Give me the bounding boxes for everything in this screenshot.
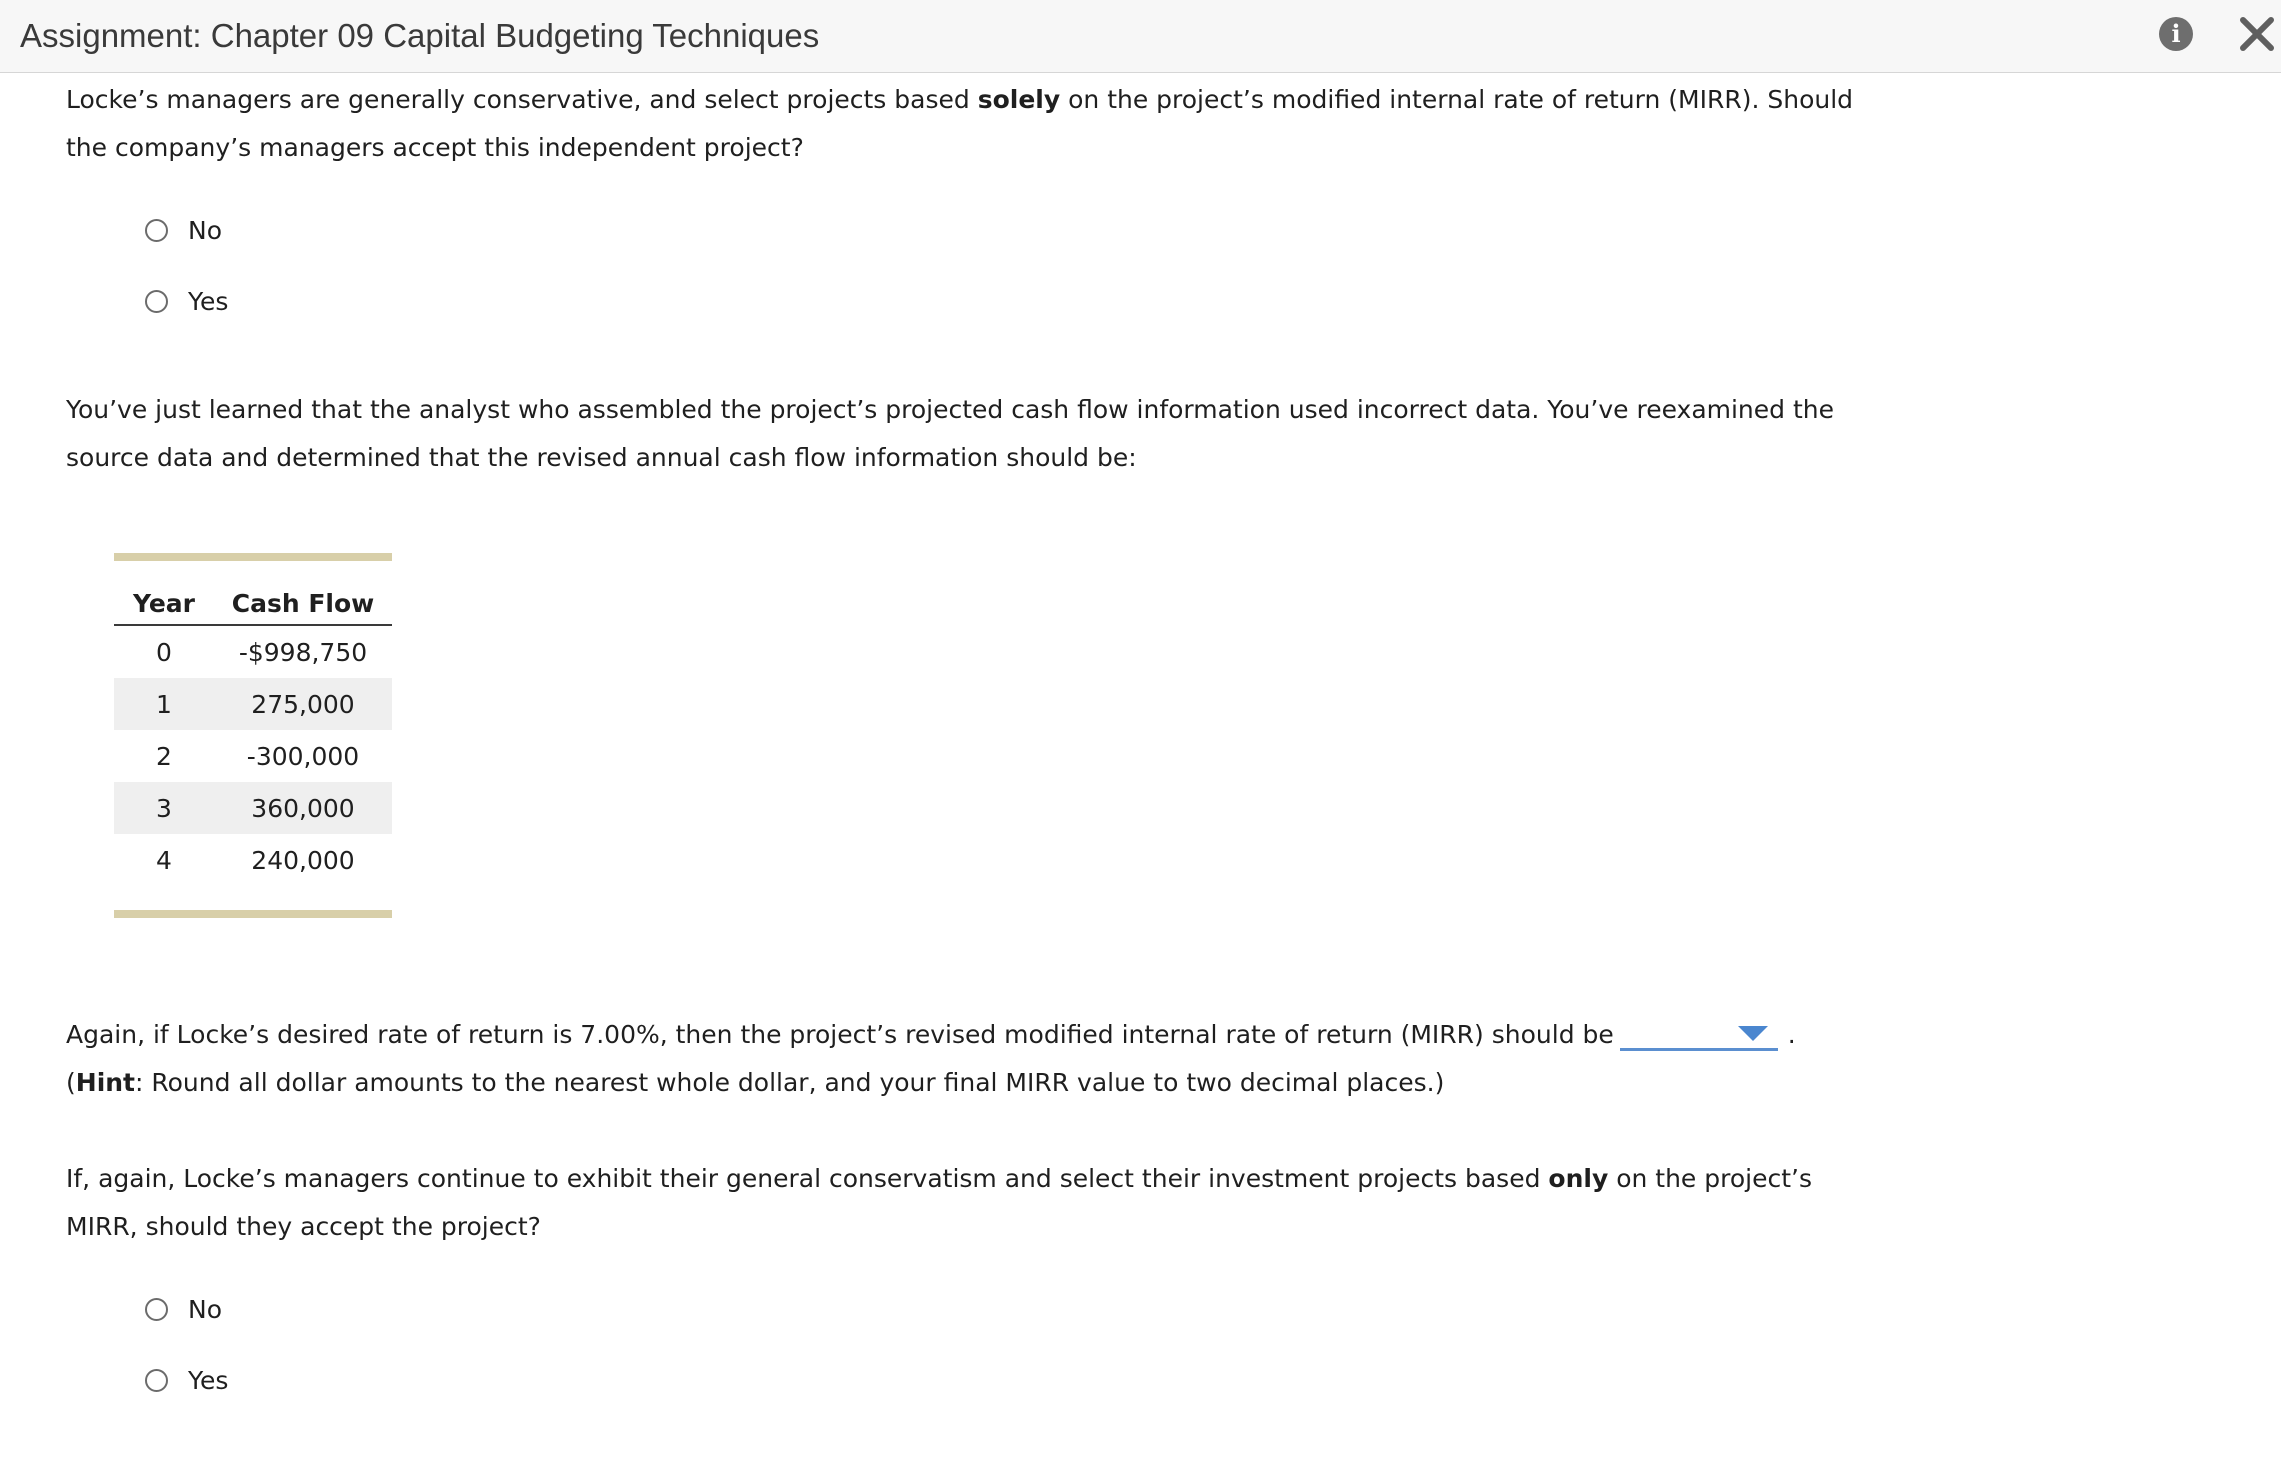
table-row (114, 782, 392, 834)
radio-button[interactable] (145, 1369, 168, 1392)
column-header-cash-flow: Cash Flow (231, 589, 375, 618)
question-1-bold: solely (977, 85, 1061, 114)
cell-year: 1 (156, 689, 172, 719)
question-2-text-a: Again, if Locke’s desired rate of return is 7.00%, then the project’s revised modified internal rate of return (MIRR) should be (66, 1020, 1614, 1049)
cell-year: 0 (156, 637, 172, 667)
question-3-text-a: If, again, Locke’s managers continue to exhibit their general conservatism and select their investment projects based (66, 1164, 1549, 1193)
cell-year: 2 (156, 741, 172, 771)
q1-option-no[interactable] (145, 215, 222, 245)
q3-option-no[interactable] (145, 1294, 222, 1324)
question-2-text-b: . ( (66, 1020, 1796, 1097)
cell-cash-flow: 240,000 (251, 845, 355, 875)
table-spacer (114, 886, 392, 910)
table-row (114, 626, 392, 678)
dropdown-arrow-icon[interactable] (1738, 1026, 1768, 1041)
mirr-dropdown[interactable] (1620, 1014, 1778, 1051)
question-3-bold: only (1548, 1164, 1609, 1193)
revised-data-intro: You’ve just learned that the analyst who assembled the project’s projected cash flow information used incorrect data. You’ve reexamined the source data and determined that the revised annual cash flow information should be: (66, 395, 1835, 472)
cell-cash-flow: 360,000 (251, 793, 355, 823)
radio-button[interactable] (145, 290, 168, 313)
question-2-text (66, 1011, 1876, 1107)
cell-year: 3 (156, 793, 172, 823)
q1-option-yes[interactable] (145, 286, 228, 316)
table-row (114, 678, 392, 730)
question-1-text (66, 76, 1876, 172)
hint-label: Hint (75, 1068, 136, 1097)
question-2-text-c: : Round all dollar amounts to the nearest whole dollar, and your final MIRR value to two decimal places.) (135, 1068, 1445, 1097)
radio-label: No (188, 1294, 222, 1324)
question-3-text-b: on the project’s MIRR, should they accept the project? (66, 1164, 1812, 1241)
radio-button[interactable] (145, 219, 168, 242)
radio-button[interactable] (145, 1298, 168, 1321)
cell-cash-flow: 275,000 (251, 689, 355, 719)
q3-option-yes[interactable] (145, 1365, 228, 1395)
cell-cash-flow: -300,000 (246, 741, 360, 771)
question-3-text (66, 1155, 1876, 1251)
radio-label: Yes (188, 286, 229, 316)
cell-cash-flow: -$998,750 (238, 637, 368, 667)
question-1-text-b: on the project’s modified internal rate of return (MIRR). Should the company’s managers accept this independent project? (66, 85, 1854, 162)
question-1-text-a: Locke’s managers are generally conservative, and select projects based (66, 85, 978, 114)
cash-flow-table (114, 553, 392, 918)
info-icon[interactable]: i (2159, 17, 2193, 51)
radio-label: Yes (188, 1365, 229, 1395)
page-title: Assignment: Chapter 09 Capital Budgeting Techniques (20, 17, 820, 54)
assignment-header (0, 0, 2281, 73)
table-header-row (114, 561, 392, 626)
table-row (114, 834, 392, 886)
cell-year: 4 (156, 845, 172, 875)
radio-label: No (188, 215, 222, 245)
column-header-year: Year (133, 589, 195, 618)
table-row (114, 730, 392, 782)
close-icon[interactable] (2238, 14, 2276, 54)
